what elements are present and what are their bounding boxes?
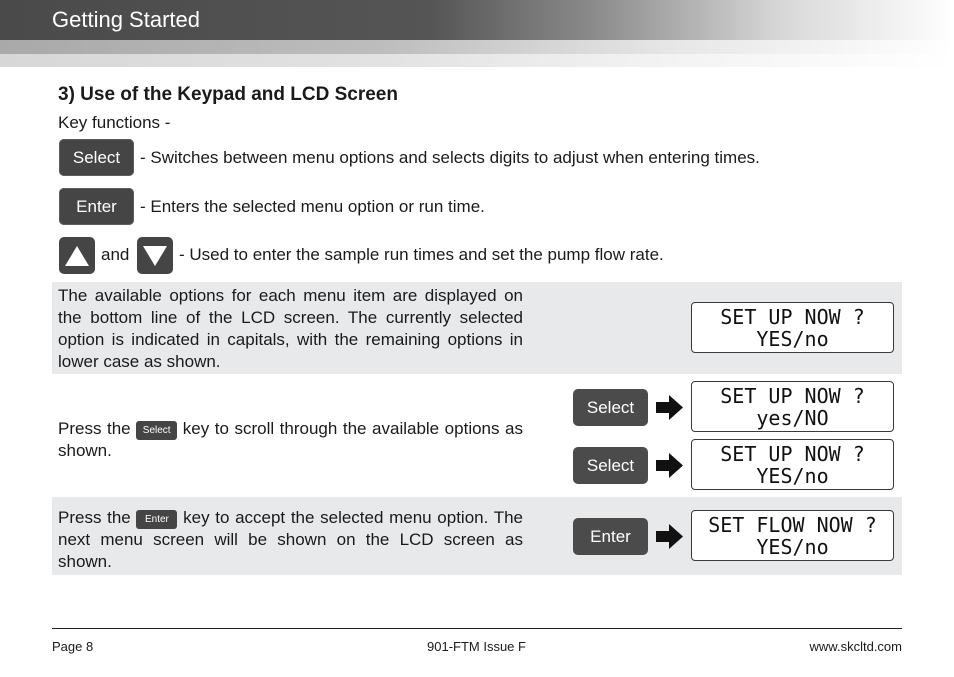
website-link[interactable]: www.skcltd.com <box>809 639 902 654</box>
page-title: Getting Started <box>52 7 200 32</box>
page-number: Page 8 <box>52 639 94 654</box>
select-step2-label: Select <box>586 455 635 475</box>
header-stripe <box>0 40 954 54</box>
select-key-icon <box>59 139 134 176</box>
enter-step-label: Enter <box>590 526 631 546</box>
section-title: 3) Use of the Keypad and LCD Screen <box>58 84 398 105</box>
up-arrow-icon <box>59 237 95 274</box>
scroll-text-after: key to scroll through the available options as shown. <box>58 419 523 460</box>
key-functions-label: Key functions - <box>58 113 171 132</box>
header-stripe-light <box>0 54 954 67</box>
right-arrow-icon <box>656 524 683 549</box>
enter-key-label: Enter <box>76 196 117 216</box>
select-key-description: - Switches between menu options and selects digits to adjust when entering times. <box>140 148 760 167</box>
scroll-instruction <box>58 418 523 462</box>
select-step1-key-icon <box>573 389 648 426</box>
lcd-screen-flow <box>691 510 894 561</box>
document-id: 901-FTM Issue F <box>427 639 526 654</box>
lcd-line-2: YES/no <box>756 464 829 488</box>
scroll-text-before: Press the <box>58 419 131 438</box>
right-arrow-icon <box>656 395 683 420</box>
select-step1-label: Select <box>586 397 635 417</box>
lcd-line-2: YES/no <box>756 327 829 351</box>
down-arrow-icon <box>137 237 173 274</box>
footer-divider <box>52 628 902 629</box>
right-arrow-icon <box>656 453 683 478</box>
lcd-line-1: SET UP NOW ? <box>720 442 865 466</box>
lcd-line-2: YES/no <box>756 535 829 559</box>
options-explanation: The available options for each menu item are displayed on the bottom line of the LCD screen. The currently selected option is indicated in capitals, with the remaining options in lower case as shown. <box>58 286 523 371</box>
select-step2-key-icon <box>573 447 648 484</box>
select-key-label: Select <box>72 147 121 167</box>
enter-key-icon <box>59 188 134 225</box>
lcd-screen-step1 <box>691 381 894 432</box>
lcd-line-2: yes/NO <box>756 406 829 430</box>
inline-enter-key-icon: Enter <box>136 510 177 529</box>
enter-text-before: Press the <box>58 508 131 527</box>
enter-text-after: key to accept the selected menu option. The next menu screen will be shown on the LCD screen as shown. <box>58 508 523 571</box>
inline-select-key-icon: Select <box>136 421 177 440</box>
enter-step-key-icon <box>573 518 648 555</box>
lcd-line-1: SET UP NOW ? <box>720 305 865 329</box>
enter-instruction <box>58 507 523 573</box>
lcd-line-1: SET FLOW NOW ? <box>708 513 877 537</box>
and-word: and <box>101 245 130 264</box>
header-bar <box>0 0 954 40</box>
lcd-line-1: SET UP NOW ? <box>720 384 865 408</box>
lcd-screen-step2 <box>691 439 894 490</box>
enter-key-description: - Enters the selected menu option or run time. <box>140 197 485 216</box>
arrow-keys-description: - Used to enter the sample run times and set the pump flow rate. <box>179 245 664 264</box>
lcd-screen-default <box>691 302 894 353</box>
